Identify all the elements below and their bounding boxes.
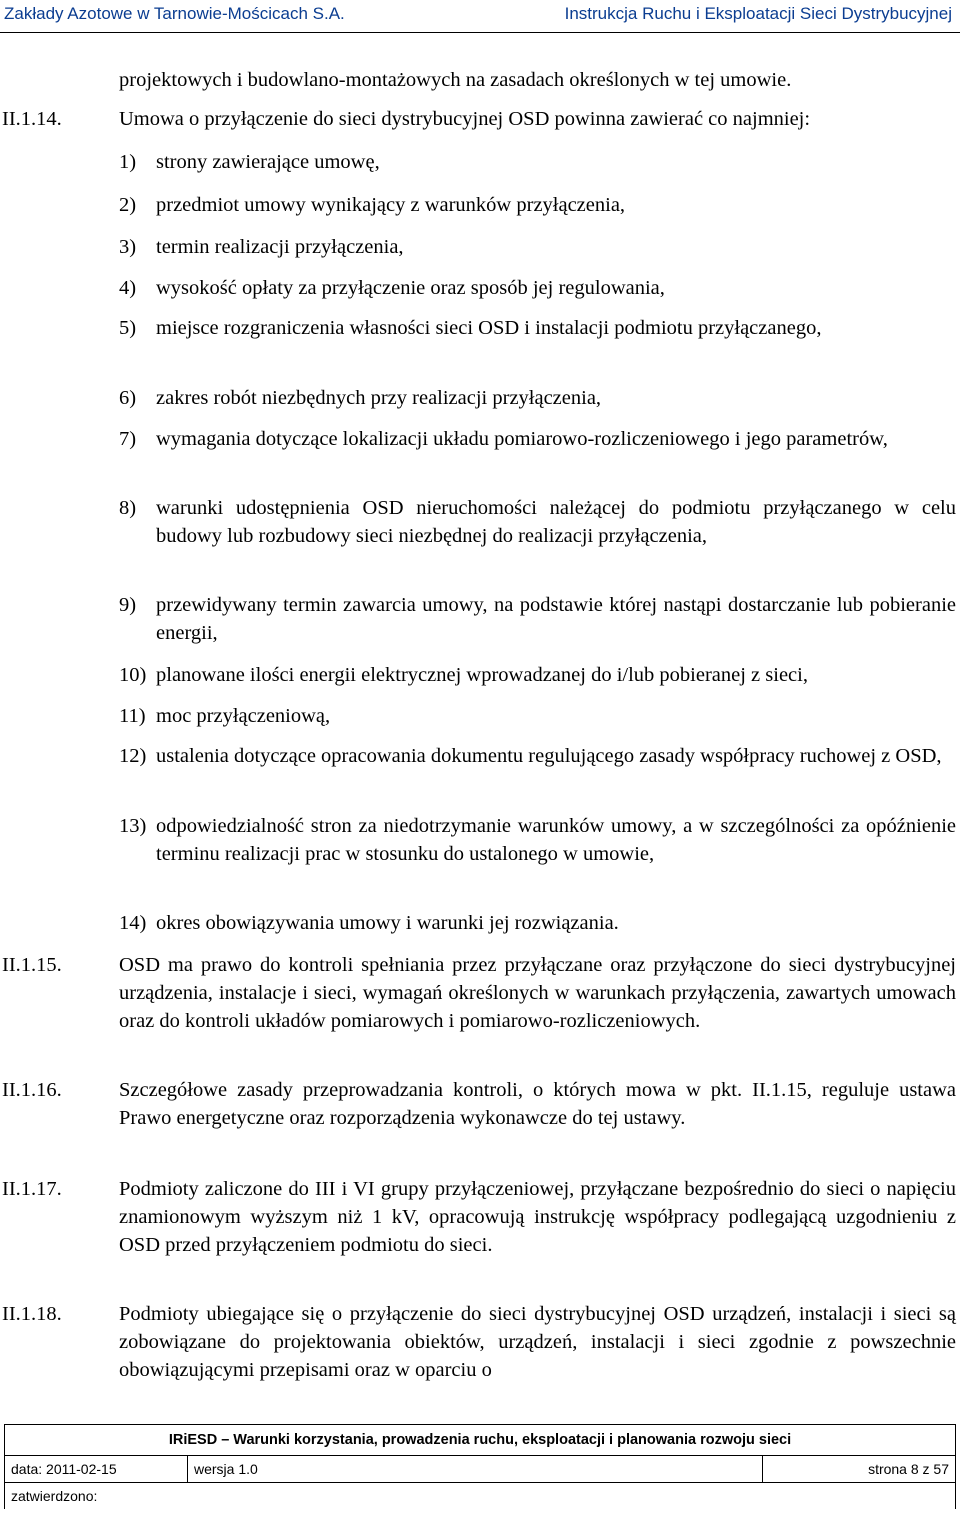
list-item: [119, 591, 956, 647]
section-text: Podmioty ubiegające się o przyłączenie do sieci dystrybucyjnej OSD urządzeń, instalacji i sieci są zobowiązane do projektowania obiektów, urządzeń, instalacji i sieci zgodnie z powszechnie obowiązującymi przepisami oraz w oparciu o: [119, 1303, 956, 1381]
section-number: II.1.15.: [2, 954, 62, 976]
list-item: [119, 494, 956, 550]
header-company: Zakłady Azotowe w Tarnowie-Mościcach S.A.: [4, 4, 345, 23]
list-item-text: miejsce rozgraniczenia własności sieci OSD i instalacji podmiotu przyłączanego,: [156, 317, 822, 339]
list-item-number: 14): [119, 912, 147, 934]
section-text: Umowa o przyłączenie do sieci dystrybucyjnej OSD powinna zawierać co najmniej:: [119, 108, 811, 130]
page-footer: [4, 1424, 956, 1536]
section-number: II.1.16.: [2, 1079, 62, 1101]
list-item-number: 5): [119, 317, 137, 339]
section-number: II.1.17.: [2, 1178, 62, 1200]
list-item-text: planowane ilości energii elektrycznej wprowadzanej do i/lub pobieranej z sieci,: [156, 664, 808, 686]
list-item: [119, 661, 956, 689]
list-item: [119, 384, 956, 412]
continuation-text: projektowych i budowlano-montażowych na zasadach określonych w tej umowie.: [119, 69, 792, 91]
footer-table: [4, 1424, 956, 1509]
list-item: [119, 274, 956, 302]
list-item-text: zakres robót niezbędnych przy realizacji przyłączenia,: [156, 387, 602, 409]
section-text: OSD ma prawo do kontroli spełniania przez przyłączane oraz przyłączone do sieci dystrybucyjnej urządzenia, instalacje i sieci, wymagań określonych w warunkach przyłączenia, zawartych umowach oraz do kontroli układów pomiarowych i pomiarowo-rozliczeniowych.: [119, 954, 956, 1032]
section-text: Szczegółowe zasady przeprowadzania kontroli, o których mowa w pkt. II.1.15, reguluje ustawa Prawo energetyczne oraz rozporządzenia wykonawcze do tej ustawy.: [119, 1079, 956, 1129]
list-item: [119, 191, 956, 219]
header-divider: [0, 32, 960, 33]
list-item-number: 13): [119, 815, 147, 837]
section-number: II.1.14.: [2, 108, 62, 130]
header-document-title: Instrukcja Ruchu i Eksploatacji Sieci Dystrybucyjnej: [564, 4, 952, 23]
list-item: [119, 812, 956, 868]
list-item: [119, 233, 956, 261]
list-item-text: przewidywany termin zawarcia umowy, na podstawie której nastąpi dostarczanie lub pobieranie energii,: [156, 594, 956, 644]
list-item-number: 12): [119, 745, 147, 767]
page-header: [0, 0, 960, 32]
list-item-text: termin realizacji przyłączenia,: [156, 236, 404, 258]
list-item: [119, 702, 956, 730]
list-item-number: 3): [119, 236, 137, 258]
list-item: [119, 742, 956, 770]
list-item-text: odpowiedzialność stron za niedotrzymanie warunków umowy, a w szczególności za opóźnienie terminu realizacji prac w stosunku do ustalonego w umowie,: [156, 815, 956, 865]
footer-approved: zatwierdzono:: [5, 1483, 956, 1510]
list-item-text: wymagania dotyczące lokalizacji układu pomiarowo-rozliczeniowego i jego parametrów,: [156, 428, 888, 450]
footer-date: data: 2011-02-15: [5, 1456, 188, 1483]
footer-version: wersja 1.0: [188, 1456, 763, 1483]
footer-title: IRiESD – Warunki korzystania, prowadzenia ruchu, eksploatacji i planowania rozwoju sieci: [5, 1425, 956, 1456]
list-item-text: ustalenia dotyczące opracowania dokumentu regulującego zasady współpracy ruchowej z OSD,: [156, 745, 942, 767]
section-text: Podmioty zaliczone do III i VI grupy przyłączeniowej, przyłączane bezpośrednio do sieci o napięciu znamionowym wyższym niż 1 kV, opracowują instrukcję współpracy podlegającą uzgodnieniu z OSD przed przyłączeniem podmiotu do sieci.: [119, 1178, 956, 1256]
list-item: [119, 314, 956, 342]
list-item: [119, 425, 956, 453]
list-item-number: 4): [119, 277, 137, 299]
list-item-text: moc przyłączeniową,: [156, 705, 331, 727]
list-item-number: 7): [119, 428, 137, 450]
list-item-number: 9): [119, 594, 137, 616]
list-item-number: 8): [119, 497, 137, 519]
section-number: II.1.18.: [2, 1303, 62, 1325]
footer-page-number: strona 8 z 57: [763, 1456, 956, 1483]
list-item-number: 11): [119, 705, 146, 727]
list-item-number: 10): [119, 664, 147, 686]
list-item: [119, 148, 956, 176]
list-item: [119, 909, 956, 937]
list-item-text: wysokość opłaty za przyłączenie oraz sposób jej regulowania,: [156, 277, 665, 299]
list-item-number: 6): [119, 387, 137, 409]
list-item-text: przedmiot umowy wynikający z warunków przyłączenia,: [156, 194, 626, 216]
list-item-text: strony zawierające umowę,: [156, 151, 380, 173]
list-item-text: okres obowiązywania umowy i warunki jej rozwiązania.: [156, 912, 619, 934]
list-item-text: warunki udostępnienia OSD nieruchomości należącej do podmiotu przyłączanego w celu budowy lub rozbudowy sieci niezbędnej do realizacji przyłączenia,: [156, 497, 956, 547]
list-item-number: 2): [119, 194, 137, 216]
list-item-number: 1): [119, 151, 137, 173]
